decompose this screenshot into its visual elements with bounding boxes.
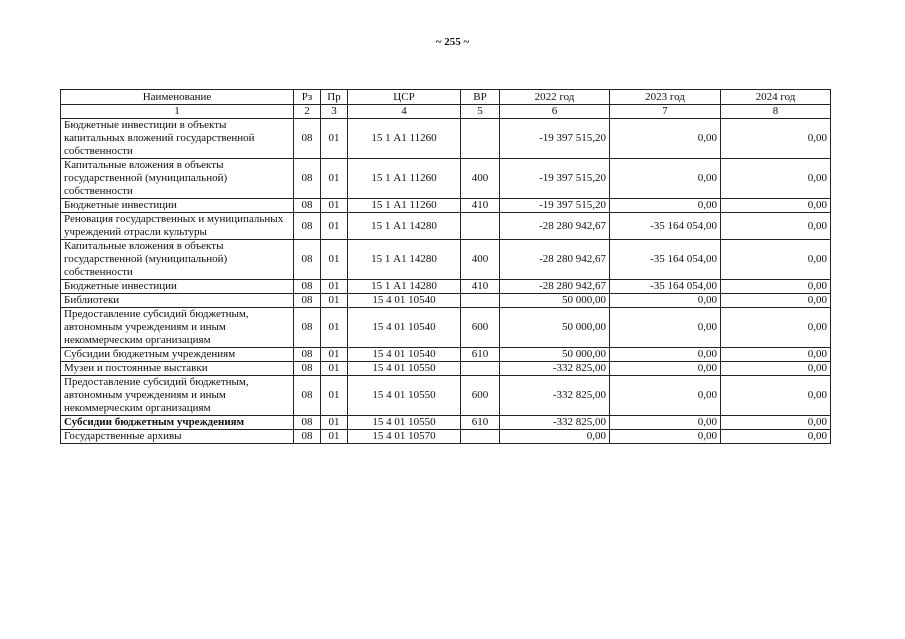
- cell-name: Субсидии бюджетным учреждениям: [61, 348, 294, 362]
- cell-vr: 610: [461, 348, 500, 362]
- cell-2023: 0,00: [610, 119, 721, 159]
- header-2022: 2022 год: [500, 90, 610, 105]
- cell-2024: 0,00: [721, 308, 831, 348]
- cell-name: Музеи и постоянные выставки: [61, 362, 294, 376]
- cell-rz: 08: [294, 240, 321, 280]
- cell-vr: [461, 430, 500, 444]
- page-number: ~ 255 ~: [435, 36, 470, 48]
- header-2023: 2023 год: [610, 90, 721, 105]
- cell-vr: [461, 213, 500, 240]
- budget-table: [60, 89, 831, 444]
- column-number: 8: [721, 105, 831, 119]
- header-row: [61, 90, 831, 105]
- cell-pr: 01: [321, 159, 348, 199]
- table-row: [61, 240, 831, 280]
- table-row: [61, 280, 831, 294]
- cell-pr: 01: [321, 348, 348, 362]
- cell-rz: 08: [294, 159, 321, 199]
- cell-name: Предоставление субсидий бюджетным, автономным учреждениям и иным некоммерческим организациям: [61, 376, 294, 416]
- cell-name: Бюджетные инвестиции: [61, 280, 294, 294]
- column-number: 1: [61, 105, 294, 119]
- cell-csr: 15 4 01 10550: [348, 376, 461, 416]
- header-pr: Пр: [321, 90, 348, 105]
- cell-vr: [461, 119, 500, 159]
- cell-2022: -332 825,00: [500, 362, 610, 376]
- cell-2022: 0,00: [500, 430, 610, 444]
- cell-2024: 0,00: [721, 294, 831, 308]
- cell-2022: -28 280 942,67: [500, 280, 610, 294]
- table-row: [61, 416, 831, 430]
- cell-2024: 0,00: [721, 376, 831, 416]
- cell-pr: 01: [321, 280, 348, 294]
- table-row: [61, 348, 831, 362]
- cell-rz: 08: [294, 213, 321, 240]
- cell-name: Предоставление субсидий бюджетным, автономным учреждениям и иным некоммерческим организациям: [61, 308, 294, 348]
- table-row: [61, 213, 831, 240]
- table-row: [61, 159, 831, 199]
- cell-pr: 01: [321, 240, 348, 280]
- cell-rz: 08: [294, 362, 321, 376]
- cell-2024: 0,00: [721, 416, 831, 430]
- table-row: [61, 119, 831, 159]
- cell-name: Бюджетные инвестиции: [61, 199, 294, 213]
- cell-rz: 08: [294, 199, 321, 213]
- cell-pr: 01: [321, 119, 348, 159]
- cell-vr: 410: [461, 280, 500, 294]
- cell-name: Капитальные вложения в объекты государственной (муниципальной) собственности: [61, 240, 294, 280]
- cell-rz: 08: [294, 376, 321, 416]
- header-csr: ЦСР: [348, 90, 461, 105]
- cell-name: Государственные архивы: [61, 430, 294, 444]
- cell-vr: 600: [461, 308, 500, 348]
- cell-csr: 15 4 01 10550: [348, 362, 461, 376]
- cell-2023: 0,00: [610, 416, 721, 430]
- cell-rz: 08: [294, 294, 321, 308]
- cell-name: Бюджетные инвестиции в объекты капитальных вложений государственной собственности: [61, 119, 294, 159]
- cell-2023: 0,00: [610, 308, 721, 348]
- cell-csr: 15 4 01 10540: [348, 308, 461, 348]
- cell-pr: 01: [321, 199, 348, 213]
- cell-csr: 15 4 01 10540: [348, 294, 461, 308]
- cell-pr: 01: [321, 376, 348, 416]
- column-number: 4: [348, 105, 461, 119]
- cell-2022: 50 000,00: [500, 308, 610, 348]
- cell-2022: -28 280 942,67: [500, 213, 610, 240]
- cell-pr: 01: [321, 308, 348, 348]
- cell-2023: 0,00: [610, 294, 721, 308]
- table-row: [61, 362, 831, 376]
- cell-pr: 01: [321, 213, 348, 240]
- column-number: 6: [500, 105, 610, 119]
- cell-csr: 15 1 А1 11260: [348, 159, 461, 199]
- table-row: [61, 430, 831, 444]
- cell-2022: -332 825,00: [500, 376, 610, 416]
- header-2024: 2024 год: [721, 90, 831, 105]
- cell-2024: 0,00: [721, 199, 831, 213]
- cell-pr: 01: [321, 294, 348, 308]
- cell-2023: -35 164 054,00: [610, 280, 721, 294]
- cell-rz: 08: [294, 348, 321, 362]
- cell-vr: 600: [461, 376, 500, 416]
- cell-name: Библиотеки: [61, 294, 294, 308]
- header-rz: Рз: [294, 90, 321, 105]
- cell-2022: 50 000,00: [500, 294, 610, 308]
- table-row: [61, 376, 831, 416]
- cell-2023: 0,00: [610, 376, 721, 416]
- cell-2024: 0,00: [721, 430, 831, 444]
- cell-vr: [461, 362, 500, 376]
- table-row: [61, 294, 831, 308]
- cell-2024: 0,00: [721, 213, 831, 240]
- cell-csr: 15 4 01 10570: [348, 430, 461, 444]
- cell-name: Субсидии бюджетным учреждениям: [61, 416, 294, 430]
- cell-pr: 01: [321, 362, 348, 376]
- cell-csr: 15 1 А1 11260: [348, 199, 461, 213]
- cell-csr: 15 4 01 10540: [348, 348, 461, 362]
- cell-2022: -19 397 515,20: [500, 119, 610, 159]
- cell-vr: 410: [461, 199, 500, 213]
- column-number: 2: [294, 105, 321, 119]
- cell-rz: 08: [294, 280, 321, 294]
- cell-2022: -19 397 515,20: [500, 159, 610, 199]
- cell-csr: 15 1 А1 14280: [348, 280, 461, 294]
- cell-rz: 08: [294, 308, 321, 348]
- cell-rz: 08: [294, 416, 321, 430]
- cell-vr: 400: [461, 240, 500, 280]
- column-number: 5: [461, 105, 500, 119]
- cell-csr: 15 1 А1 14280: [348, 240, 461, 280]
- cell-vr: 610: [461, 416, 500, 430]
- cell-2022: -332 825,00: [500, 416, 610, 430]
- cell-2023: 0,00: [610, 199, 721, 213]
- cell-rz: 08: [294, 119, 321, 159]
- cell-pr: 01: [321, 430, 348, 444]
- cell-csr: 15 4 01 10550: [348, 416, 461, 430]
- column-number: 7: [610, 105, 721, 119]
- cell-csr: 15 1 А1 14280: [348, 213, 461, 240]
- cell-pr: 01: [321, 416, 348, 430]
- table-row: [61, 308, 831, 348]
- cell-2023: 0,00: [610, 348, 721, 362]
- header-name: Наименование: [61, 90, 294, 105]
- cell-2022: 50 000,00: [500, 348, 610, 362]
- cell-csr: 15 1 А1 11260: [348, 119, 461, 159]
- cell-2024: 0,00: [721, 348, 831, 362]
- cell-2023: -35 164 054,00: [610, 213, 721, 240]
- cell-2024: 0,00: [721, 159, 831, 199]
- table-row: [61, 199, 831, 213]
- cell-2023: -35 164 054,00: [610, 240, 721, 280]
- cell-2023: 0,00: [610, 159, 721, 199]
- cell-2024: 0,00: [721, 119, 831, 159]
- cell-2024: 0,00: [721, 280, 831, 294]
- cell-name: Капитальные вложения в объекты государственной (муниципальной) собственности: [61, 159, 294, 199]
- cell-vr: [461, 294, 500, 308]
- cell-rz: 08: [294, 430, 321, 444]
- cell-vr: 400: [461, 159, 500, 199]
- column-numbers-row: [61, 105, 831, 119]
- cell-2022: -28 280 942,67: [500, 240, 610, 280]
- cell-name: Реновация государственных и муниципальных учреждений отрасли культуры: [61, 213, 294, 240]
- cell-2024: 0,00: [721, 362, 831, 376]
- cell-2023: 0,00: [610, 430, 721, 444]
- cell-2024: 0,00: [721, 240, 831, 280]
- column-number: 3: [321, 105, 348, 119]
- cell-2022: -19 397 515,20: [500, 199, 610, 213]
- cell-2023: 0,00: [610, 362, 721, 376]
- header-vr: ВР: [461, 90, 500, 105]
